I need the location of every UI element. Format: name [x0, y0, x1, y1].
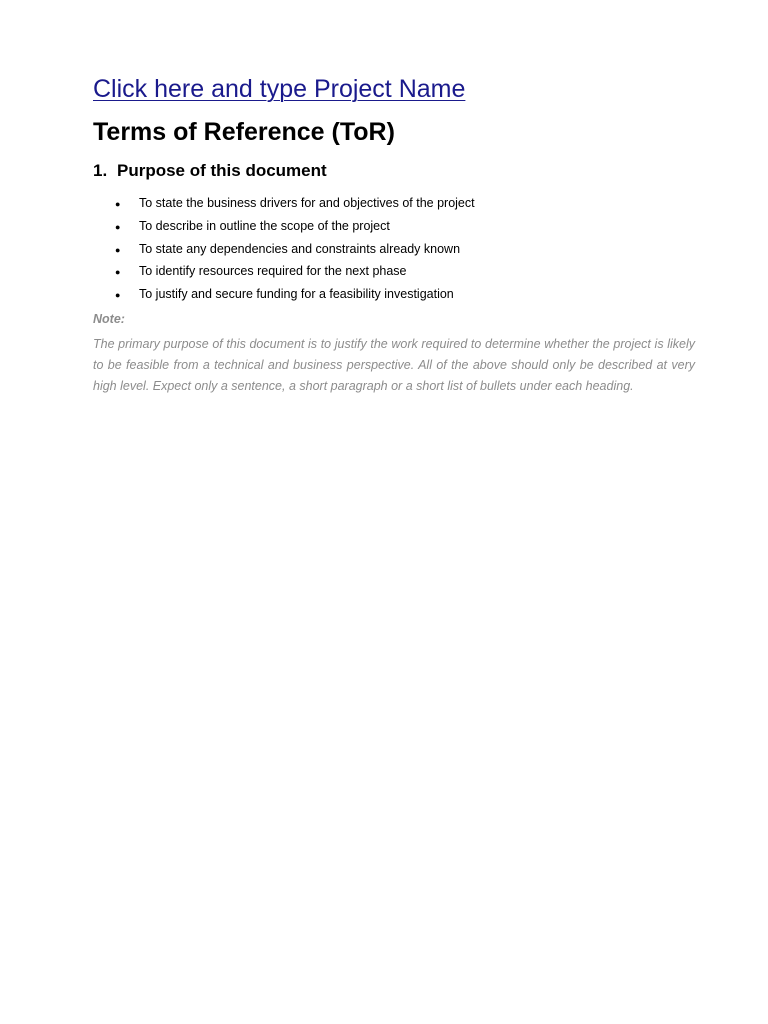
document-title: Terms of Reference (ToR): [93, 118, 395, 146]
purpose-bullet-list: [93, 193, 695, 307]
document-page: [93, 72, 695, 397]
section-heading: [93, 159, 695, 183]
list-item: [93, 216, 695, 239]
bullet-icon: ●: [115, 267, 121, 278]
list-item-text: To describe in outline the scope of the project: [139, 218, 390, 233]
bullet-icon: ●: [115, 244, 121, 255]
list-item: [93, 284, 695, 307]
note-text: The primary purpose of this document is to justify the work required to determine whether the project is likely to be feasible from a technical and business perspective. All of the above should only be described at very high level. Expect only a sentence, a short paragraph or a short list of bullets under each heading.: [93, 336, 695, 393]
list-item: [93, 239, 695, 262]
list-item-text: To state any dependencies and constraints already known: [139, 241, 461, 256]
section-heading-text: Purpose of this document: [117, 161, 327, 180]
list-item-text: To state the business drivers for and objectives of the project: [139, 196, 475, 210]
bullet-icon: ●: [115, 199, 121, 209]
note-label: Note:: [93, 311, 125, 326]
section-number: 1.: [93, 161, 108, 180]
project-name-field[interactable]: Click here and type Project Name: [93, 75, 466, 103]
list-item: [93, 193, 695, 216]
list-item: [93, 261, 695, 284]
bullet-icon: ●: [115, 290, 121, 301]
list-item-text: To identify resources required for the next phase: [139, 264, 407, 279]
bullet-icon: ●: [115, 221, 121, 232]
list-item-text: To justify and secure funding for a feasibility investigation: [139, 287, 454, 302]
